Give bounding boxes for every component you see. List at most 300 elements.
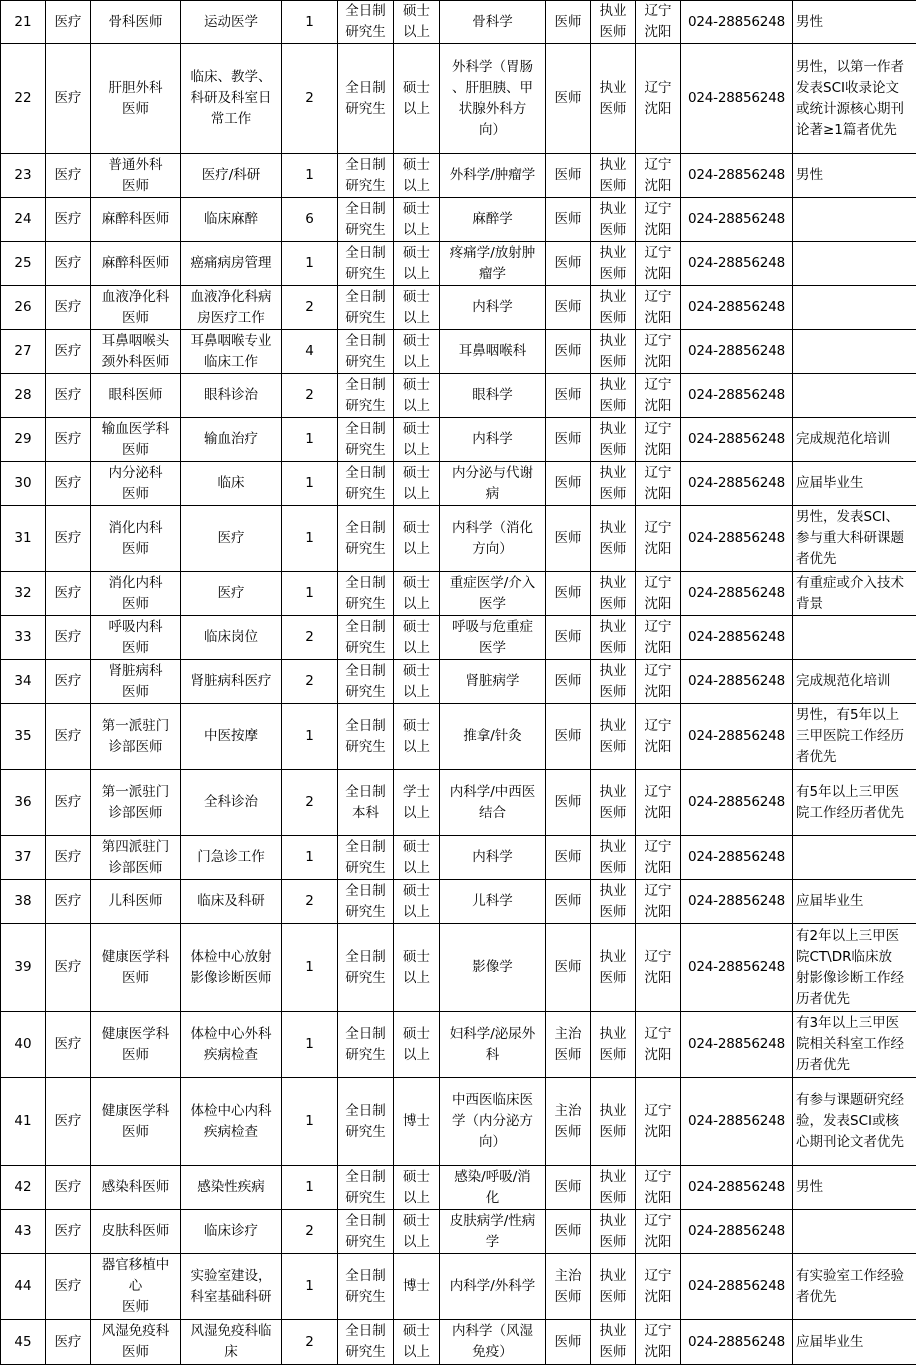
cell-title-line: 医师 xyxy=(554,1179,582,1195)
cell-category: 医疗 xyxy=(46,836,91,880)
cell-position-line: 麻醉科医师 xyxy=(101,255,170,271)
cell-notes-line: 应届毕业生 xyxy=(796,1333,864,1350)
cell-location xyxy=(636,242,681,286)
cell-major-line: 化 xyxy=(485,1189,500,1206)
cell-position xyxy=(91,704,181,770)
cell-headcount: 6 xyxy=(282,198,338,242)
cell-education-form-line: 研究生 xyxy=(345,738,386,755)
cell-duty-line: 癌痛病房管理 xyxy=(190,255,272,271)
cell-notes xyxy=(793,1254,916,1320)
cell-education-form-line: 研究生 xyxy=(345,221,386,238)
cell-location xyxy=(636,1210,681,1254)
cell-position-line: 皮肤科医师 xyxy=(101,1223,170,1239)
cell-notes-line: 有2年以上三甲医 xyxy=(796,927,900,944)
cell-duty-line: 临床工作 xyxy=(204,353,258,370)
cell-headcount: 2 xyxy=(282,616,338,660)
cell-qualification xyxy=(591,198,636,242)
cell-category: 医疗 xyxy=(46,1254,91,1320)
cell-education-form-line: 全日制 xyxy=(345,288,386,305)
cell-qualification-line: 医师 xyxy=(599,1233,627,1250)
cell-title-line: 医师 xyxy=(554,585,582,601)
cell-phone: 024-28856248 xyxy=(681,1254,793,1320)
cell-duty-line: 房医疗工作 xyxy=(197,309,265,326)
cell-education-form-line: 全日制 xyxy=(345,717,386,734)
cell-title-line: 医师 xyxy=(554,90,582,106)
cell-major-line: 向） xyxy=(479,121,506,138)
cell-position-line: 消化内科 xyxy=(108,519,163,536)
cell-duty-line: 疾病检查 xyxy=(204,1046,258,1063)
cell-duty-line: 影像诊断医师 xyxy=(190,969,272,986)
cell-title-line: 医师 xyxy=(554,893,582,909)
cell-location-line: 辽宁 xyxy=(644,838,672,855)
table-row xyxy=(1,1,916,44)
cell-degree-line: 以上 xyxy=(403,738,430,755)
cell-education-form xyxy=(338,1210,394,1254)
cell-position-line: 医师 xyxy=(122,540,149,557)
cell-degree-line: 以上 xyxy=(403,1233,430,1250)
cell-location xyxy=(636,374,681,418)
cell-notes xyxy=(793,836,916,880)
cell-location xyxy=(636,704,681,770)
table-row xyxy=(1,1254,916,1320)
cell-number: 23 xyxy=(1,154,46,198)
cell-position xyxy=(91,616,181,660)
cell-qualification xyxy=(591,506,636,572)
cell-headcount: 1 xyxy=(282,1254,338,1320)
cell-phone: 024-28856248 xyxy=(681,660,793,704)
cell-notes-line: 者优先 xyxy=(796,551,837,567)
cell-notes xyxy=(793,330,916,374)
cell-notes-line: 心期刊论文者优先 xyxy=(796,1134,904,1150)
cell-notes-line: 男性，以第一作者 xyxy=(796,58,904,75)
cell-education-form-line: 研究生 xyxy=(345,309,386,326)
table-row xyxy=(1,880,916,924)
cell-number: 45 xyxy=(1,1320,46,1365)
cell-duty xyxy=(181,660,282,704)
cell-duty-line: 科研及科室日 xyxy=(190,90,272,106)
cell-duty-line: 常工作 xyxy=(210,111,252,127)
cell-notes-line: 完成规范化培训 xyxy=(796,431,891,447)
cell-education-form-line: 全日制 xyxy=(345,200,386,217)
cell-qualification-line: 医师 xyxy=(599,683,627,700)
cell-degree-line: 以上 xyxy=(403,639,430,656)
cell-location-line: 辽宁 xyxy=(644,1267,672,1284)
cell-degree xyxy=(394,1012,440,1078)
cell-category: 医疗 xyxy=(46,1,91,44)
cell-major-line: 重症医学/介入 xyxy=(449,574,536,591)
cell-title-line: 医师 xyxy=(554,431,582,447)
cell-major-line: 麻醉学 xyxy=(472,211,513,227)
cell-degree-line: 硕士 xyxy=(403,420,430,437)
cell-major-line: 内科学/外科学 xyxy=(449,1278,536,1294)
cell-headcount: 1 xyxy=(282,836,338,880)
cell-title xyxy=(546,374,591,418)
cell-position xyxy=(91,286,181,330)
table-row xyxy=(1,418,916,462)
cell-major xyxy=(440,330,546,374)
cell-position-line: 医师 xyxy=(122,1299,149,1315)
table-row xyxy=(1,374,916,418)
cell-qualification-line: 执业 xyxy=(599,420,627,437)
cell-duty xyxy=(181,1012,282,1078)
cell-duty xyxy=(181,154,282,198)
cell-position-line: 健康医学科 xyxy=(101,948,170,965)
cell-qualification-line: 执业 xyxy=(599,200,627,217)
cell-education-form-line: 研究生 xyxy=(345,903,386,920)
cell-duty-line: 耳鼻咽喉专业 xyxy=(190,332,272,349)
cell-location-line: 沈阳 xyxy=(644,903,672,920)
cell-major xyxy=(440,374,546,418)
cell-degree-line: 硕士 xyxy=(403,464,430,481)
cell-title xyxy=(546,1210,591,1254)
cell-education-form-line: 研究生 xyxy=(345,595,386,612)
cell-notes-line: 男性，有5年以上 xyxy=(796,707,900,723)
cell-major xyxy=(440,836,546,880)
cell-qualification-line: 医师 xyxy=(599,540,627,557)
cell-location-line: 沈阳 xyxy=(644,639,672,656)
cell-number: 21 xyxy=(1,1,46,44)
cell-notes xyxy=(793,506,916,572)
cell-qualification-line: 医师 xyxy=(599,804,627,821)
cell-major xyxy=(440,242,546,286)
cell-location xyxy=(636,1166,681,1210)
cell-qualification-line: 执业 xyxy=(599,838,627,855)
cell-education-form-line: 研究生 xyxy=(345,1344,386,1360)
cell-location-line: 辽宁 xyxy=(644,1168,672,1185)
cell-qualification xyxy=(591,242,636,286)
cell-duty xyxy=(181,1210,282,1254)
cell-degree-line: 以上 xyxy=(403,309,430,326)
cell-location-line: 沈阳 xyxy=(644,1046,672,1063)
cell-number: 32 xyxy=(1,572,46,616)
cell-location-line: 沈阳 xyxy=(644,24,672,40)
cell-degree-line: 硕士 xyxy=(403,519,430,536)
cell-location-line: 沈阳 xyxy=(644,1233,672,1250)
cell-number: 40 xyxy=(1,1012,46,1078)
cell-degree xyxy=(394,770,440,836)
cell-qualification-line: 医师 xyxy=(599,100,627,117)
cell-education-form xyxy=(338,836,394,880)
cell-notes-line: 有实验室工作经验 xyxy=(796,1267,904,1284)
job-table-body xyxy=(1,1,916,1365)
cell-title-line: 医师 xyxy=(554,849,582,865)
cell-qualification xyxy=(591,924,636,1012)
cell-major xyxy=(440,1254,546,1320)
cell-location xyxy=(636,462,681,506)
cell-position xyxy=(91,154,181,198)
cell-qualification xyxy=(591,880,636,924)
cell-notes-line: 历者优先 xyxy=(796,990,850,1007)
cell-position xyxy=(91,374,181,418)
cell-location-line: 沈阳 xyxy=(644,595,672,612)
cell-position xyxy=(91,1166,181,1210)
cell-qualification-line: 医师 xyxy=(599,24,627,40)
cell-position xyxy=(91,1210,181,1254)
cell-qualification xyxy=(591,1254,636,1320)
cell-education-form-line: 全日制 xyxy=(345,1025,386,1042)
cell-category: 医疗 xyxy=(46,330,91,374)
cell-qualification-line: 执业 xyxy=(599,376,627,393)
cell-title-line: 医师 xyxy=(554,673,582,689)
cell-qualification xyxy=(591,704,636,770)
cell-education-form-line: 研究生 xyxy=(345,100,386,117)
cell-phone: 024-28856248 xyxy=(681,1166,793,1210)
cell-major-line: 内科学 xyxy=(472,299,513,315)
cell-number: 42 xyxy=(1,1166,46,1210)
cell-position-line: 肾脏病科 xyxy=(108,662,163,679)
cell-category: 医疗 xyxy=(46,44,91,154)
cell-major-line: 科 xyxy=(485,1046,500,1063)
cell-degree-line: 以上 xyxy=(403,177,430,194)
cell-duty-line: 体检中心放射 xyxy=(190,948,272,965)
cell-position xyxy=(91,572,181,616)
cell-qualification-line: 医师 xyxy=(599,859,627,876)
cell-duty-line: 运动医学 xyxy=(204,13,258,30)
cell-location-line: 辽宁 xyxy=(644,574,672,591)
cell-major xyxy=(440,1166,546,1210)
cell-degree-line: 硕士 xyxy=(403,288,430,305)
cell-notes xyxy=(793,286,916,330)
cell-qualification-line: 执业 xyxy=(599,519,627,536)
cell-number: 30 xyxy=(1,462,46,506)
cell-duty-line: 肾脏病科医疗 xyxy=(190,673,272,689)
cell-duty-line: 疾病检查 xyxy=(204,1123,258,1140)
cell-title-line: 医师 xyxy=(554,959,582,975)
cell-degree-line: 博士 xyxy=(403,1113,430,1129)
cell-position-line: 心 xyxy=(128,1278,143,1294)
cell-education-form xyxy=(338,1,394,44)
cell-position-line: 第一派驻门 xyxy=(101,783,170,800)
cell-duty-line: 临床、教学、 xyxy=(190,69,272,85)
cell-education-form-line: 全日制 xyxy=(345,244,386,261)
cell-notes-line: 院工作经历者优先 xyxy=(796,804,904,821)
cell-position xyxy=(91,198,181,242)
cell-position xyxy=(91,330,181,374)
cell-duty xyxy=(181,924,282,1012)
cell-position xyxy=(91,924,181,1012)
cell-phone: 024-28856248 xyxy=(681,1,793,44)
cell-phone: 024-28856248 xyxy=(681,572,793,616)
cell-major-line: 内科学 xyxy=(472,431,513,447)
cell-notes xyxy=(793,1320,916,1365)
cell-qualification-line: 执业 xyxy=(599,1212,627,1229)
cell-degree-line: 硕士 xyxy=(403,1025,430,1042)
cell-location-line: 辽宁 xyxy=(644,948,672,965)
cell-education-form xyxy=(338,374,394,418)
cell-degree-line: 以上 xyxy=(403,24,430,40)
cell-notes-line: 男性 xyxy=(796,167,823,183)
table-row xyxy=(1,770,916,836)
cell-qualification xyxy=(591,44,636,154)
cell-major-line: 内科学（消化 xyxy=(452,519,533,536)
cell-duty-line: 临床岗位 xyxy=(204,629,258,645)
cell-notes-line: 男性，发表SCI、 xyxy=(796,509,899,525)
cell-category: 医疗 xyxy=(46,462,91,506)
cell-major-line: 学 xyxy=(485,1233,500,1250)
cell-location xyxy=(636,1254,681,1320)
cell-degree-line: 以上 xyxy=(403,903,430,920)
cell-notes-line: 发表SCI收录论文 xyxy=(796,79,899,96)
cell-location-line: 沈阳 xyxy=(644,100,672,117)
cell-major xyxy=(440,1210,546,1254)
cell-education-form xyxy=(338,462,394,506)
cell-degree-line: 硕士 xyxy=(403,332,430,349)
cell-headcount: 2 xyxy=(282,880,338,924)
cell-number: 29 xyxy=(1,418,46,462)
cell-duty xyxy=(181,1078,282,1166)
cell-duty-line: 临床及科研 xyxy=(197,893,265,909)
cell-location-line: 辽宁 xyxy=(644,1323,672,1339)
cell-education-form-line: 研究生 xyxy=(345,24,386,40)
cell-location-line: 辽宁 xyxy=(644,3,672,19)
cell-degree xyxy=(394,462,440,506)
cell-category: 医疗 xyxy=(46,1166,91,1210)
cell-duty xyxy=(181,616,282,660)
cell-title xyxy=(546,616,591,660)
cell-location-line: 沈阳 xyxy=(644,221,672,238)
cell-headcount: 2 xyxy=(282,374,338,418)
cell-position-line: 器官移植中 xyxy=(101,1257,170,1273)
cell-location-line: 沈阳 xyxy=(644,353,672,370)
cell-duty xyxy=(181,418,282,462)
cell-major xyxy=(440,154,546,198)
cell-notes-line: 参与重大科研课题 xyxy=(796,530,904,546)
cell-education-form xyxy=(338,242,394,286)
cell-notes-line: 有5年以上三甲医 xyxy=(796,783,900,800)
cell-major xyxy=(440,880,546,924)
cell-education-form xyxy=(338,1012,394,1078)
cell-qualification xyxy=(591,1166,636,1210)
cell-position-line: 感染科医师 xyxy=(101,1179,170,1195)
cell-title-line: 主治 xyxy=(554,1267,582,1284)
cell-phone: 024-28856248 xyxy=(681,704,793,770)
cell-number: 31 xyxy=(1,506,46,572)
cell-position-line: 呼吸内科 xyxy=(108,618,163,635)
cell-location-line: 辽宁 xyxy=(644,618,672,635)
table-row xyxy=(1,1320,916,1365)
cell-qualification-line: 医师 xyxy=(599,177,627,194)
cell-qualification-line: 执业 xyxy=(599,288,627,305)
cell-phone: 024-28856248 xyxy=(681,1012,793,1078)
cell-title xyxy=(546,154,591,198)
cell-qualification xyxy=(591,836,636,880)
cell-degree-line: 硕士 xyxy=(403,1323,430,1339)
cell-notes xyxy=(793,1078,916,1166)
cell-headcount: 1 xyxy=(282,1166,338,1210)
cell-notes xyxy=(793,1,916,44)
cell-major xyxy=(440,1320,546,1365)
cell-phone: 024-28856248 xyxy=(681,374,793,418)
cell-phone: 024-28856248 xyxy=(681,154,793,198)
cell-education-form-line: 全日制 xyxy=(345,1102,386,1119)
cell-title-line: 医师 xyxy=(554,13,582,30)
cell-category: 医疗 xyxy=(46,572,91,616)
cell-phone: 024-28856248 xyxy=(681,242,793,286)
cell-location-line: 辽宁 xyxy=(644,376,672,393)
cell-title-line: 医师 xyxy=(554,1288,582,1305)
table-row xyxy=(1,286,916,330)
table-row xyxy=(1,924,916,1012)
cell-notes-line: 男性 xyxy=(796,13,823,30)
cell-category: 医疗 xyxy=(46,1320,91,1365)
cell-location-line: 辽宁 xyxy=(644,783,672,800)
cell-major-line: 内科学/中西医 xyxy=(449,783,536,800)
cell-major-line: 推拿/针灸 xyxy=(463,728,522,744)
cell-major-line: 肾脏病学 xyxy=(465,673,520,689)
cell-location xyxy=(636,506,681,572)
cell-position-line: 第四派驻门 xyxy=(101,838,170,855)
cell-headcount: 4 xyxy=(282,330,338,374)
cell-degree xyxy=(394,880,440,924)
cell-major xyxy=(440,1078,546,1166)
cell-phone: 024-28856248 xyxy=(681,506,793,572)
cell-headcount: 1 xyxy=(282,242,338,286)
cell-major-line: 内科学 xyxy=(472,849,513,865)
cell-education-form-line: 全日制 xyxy=(345,662,386,679)
cell-education-form-line: 研究生 xyxy=(345,1046,386,1063)
cell-position-line: 消化内科 xyxy=(108,574,163,591)
table-row xyxy=(1,506,916,572)
cell-major xyxy=(440,44,546,154)
cell-education-form xyxy=(338,660,394,704)
table-row xyxy=(1,44,916,154)
cell-position xyxy=(91,770,181,836)
cell-number: 25 xyxy=(1,242,46,286)
cell-major xyxy=(440,770,546,836)
cell-location-line: 沈阳 xyxy=(644,397,672,414)
cell-major-line: 外科学/肿瘤学 xyxy=(449,167,536,183)
cell-duty-line: 临床 xyxy=(217,475,245,491)
cell-education-form xyxy=(338,880,394,924)
cell-degree-line: 以上 xyxy=(403,1344,430,1360)
cell-major-line: 医学 xyxy=(479,639,506,656)
cell-major-line: 学（内分泌方 xyxy=(452,1113,533,1129)
cell-qualification xyxy=(591,1210,636,1254)
cell-education-form-line: 全日制 xyxy=(345,332,386,349)
cell-location-line: 辽宁 xyxy=(644,1212,672,1229)
cell-education-form-line: 研究生 xyxy=(345,1189,386,1206)
cell-notes xyxy=(793,770,916,836)
cell-qualification xyxy=(591,418,636,462)
cell-duty-line: 输血治疗 xyxy=(204,431,258,447)
cell-degree-line: 博士 xyxy=(403,1278,430,1294)
cell-notes-line: 男性 xyxy=(796,1179,823,1195)
cell-duty-line: 中医按摩 xyxy=(204,728,258,744)
cell-qualification-line: 医师 xyxy=(599,221,627,238)
cell-major-line: 儿科学 xyxy=(472,893,513,909)
cell-degree xyxy=(394,1078,440,1166)
cell-degree-line: 以上 xyxy=(403,969,430,986)
cell-degree-line: 硕士 xyxy=(403,244,430,261)
cell-position-line: 普通外科 xyxy=(108,156,163,173)
cell-title xyxy=(546,836,591,880)
cell-position-line: 医师 xyxy=(122,1046,149,1063)
cell-major-line: 病 xyxy=(485,485,500,502)
cell-title-line: 医师 xyxy=(554,299,582,315)
cell-notes-line: 有参与课题研究经 xyxy=(796,1092,904,1108)
cell-degree xyxy=(394,286,440,330)
cell-major-line: 骨科学 xyxy=(472,13,513,30)
cell-title xyxy=(546,924,591,1012)
cell-category: 医疗 xyxy=(46,198,91,242)
cell-degree xyxy=(394,616,440,660)
table-row xyxy=(1,1078,916,1166)
cell-category: 医疗 xyxy=(46,286,91,330)
cell-major-line: 中西医临床医 xyxy=(452,1092,533,1108)
cell-position-line: 骨科医师 xyxy=(108,13,163,30)
cell-category: 医疗 xyxy=(46,418,91,462)
cell-title-line: 医师 xyxy=(554,387,582,403)
